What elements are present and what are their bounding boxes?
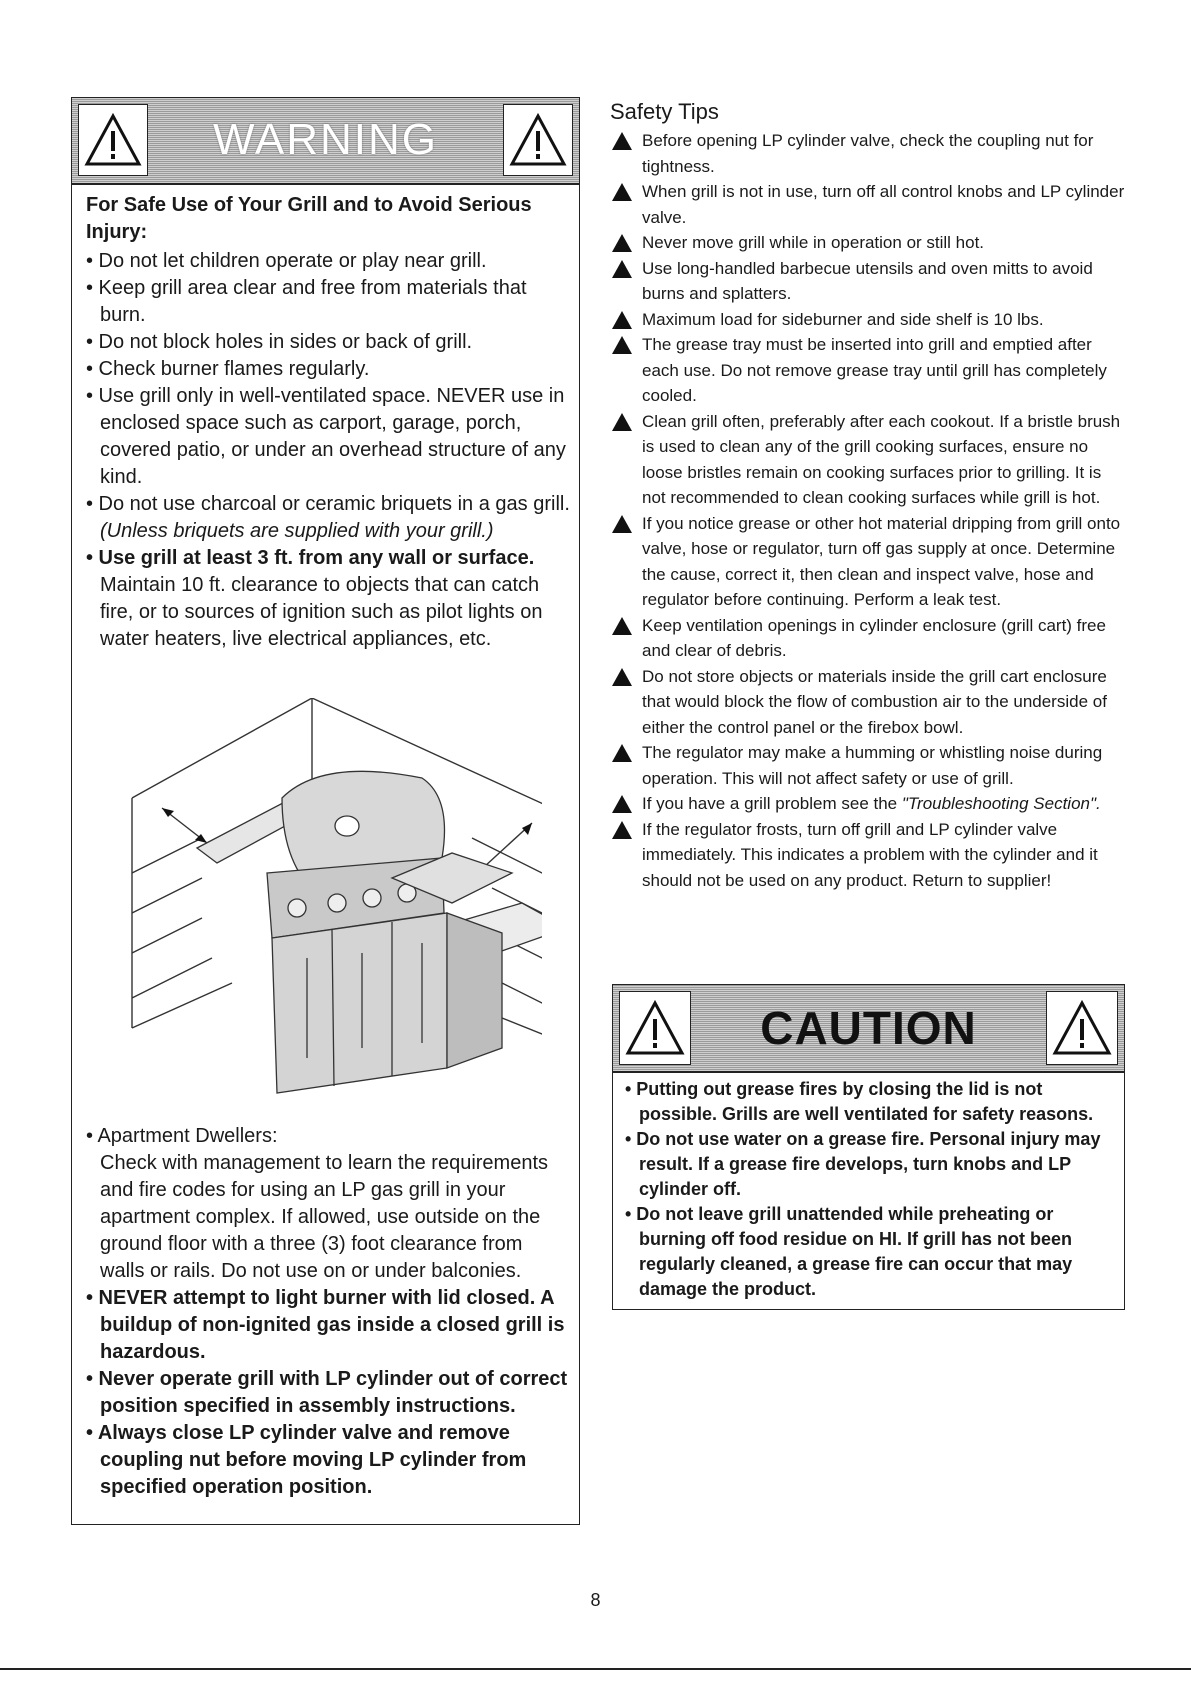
warning-item: • Use grill only in well-ventilated space. NEVER use in enclosed space such as carport, garage, porch, covered patio, or under an overhead structure of any kind.	[86, 385, 566, 488]
safety-tip	[608, 791, 1128, 817]
warning-triangle-icon	[612, 260, 632, 278]
clearance-heading: • Use grill at least 3 ft. from any wall or surface.	[86, 547, 535, 569]
warning-item: • Keep grill area clear and free from materials that burn.	[86, 277, 527, 326]
safety-tip-text: Clean grill often, preferably after each cookout. If a bristle brush is used to clean any of the grill cooking surfaces, ensure no loose bristles remain on cooking surfaces prior to grilling. It is not recommended to clean cooking surfaces while grill is hot.	[642, 411, 1121, 507]
safety-tip	[608, 664, 1128, 741]
safety-tip	[608, 740, 1128, 791]
grill-clearance-illustration	[92, 698, 542, 1118]
warning-triangle-icon	[612, 821, 632, 839]
caution-item: • Do not use water on a grease fire. Personal injury may result. If a grease fire develops, turn knobs and LP cylinder off.	[625, 1129, 1101, 1199]
apartment-heading: • Apartment Dwellers:	[86, 1125, 278, 1147]
caution-item: • Putting out grease fires by closing the lid is not possible. Grills are well ventilated for safety reasons.	[625, 1079, 1094, 1124]
caution-title: CAUTION	[760, 1002, 977, 1054]
warning-content	[86, 192, 570, 653]
warning-title: WARNING	[212, 115, 439, 164]
warning-triangle-icon	[612, 234, 632, 252]
bottom-rule	[0, 1668, 1191, 1670]
safety-tip-text: When grill is not in use, turn off all control knobs and LP cylinder valve.	[642, 182, 1125, 227]
warning-heading: For Safe Use of Your Grill and to Avoid Serious Injury:	[86, 194, 532, 243]
safety-tip	[608, 230, 1128, 256]
warning-lower-content	[86, 1123, 570, 1501]
warning-triangle-icon	[612, 515, 632, 533]
safety-tip-text: If the regulator frosts, turn off grill and LP cylinder valve immediately. This indicates a problem with the cylinder and it should not be used on any product. Return to supplier!	[642, 819, 1098, 890]
warning-bold-item: • Never operate grill with LP cylinder out of correct position specified in assembly instructions.	[86, 1368, 568, 1417]
safety-tip-text: The grease tray must be inserted into grill and emptied after each use. Do not remove grease tray until grill has completely cooled.	[642, 335, 1107, 405]
safety-tip	[608, 613, 1128, 664]
warning-triangle-icon	[612, 795, 632, 813]
safety-tip	[608, 817, 1128, 894]
warning-banner	[72, 98, 579, 185]
warning-triangle-icon	[612, 336, 632, 354]
warning-triangle-icon	[612, 668, 632, 686]
warning-bold-item: • Always close LP cylinder valve and remove coupling nut before moving LP cylinder from specified operation position.	[86, 1422, 527, 1498]
safety-tip	[608, 332, 1128, 409]
troubleshooting-reference: "Troubleshooting Section".	[901, 794, 1101, 813]
safety-tip-text: Do not store objects or materials inside the grill cart enclosure that would block the flow of combustion air to the underside of either the control panel or the firebox bowl.	[642, 666, 1107, 737]
apartment-text: Check with management to learn the requirements and fire codes for using an LP gas grill in your apartment complex. If allowed, use outside on the ground floor with a three (3) foot clearance from walls or rails. Do not use on or under balconies.	[100, 1152, 549, 1282]
safety-tip-text: Before opening LP cylinder valve, check the coupling nut for tightness.	[642, 131, 1094, 176]
warning-triangle-icon	[612, 413, 632, 431]
clearance-text: Maintain 10 ft. clearance to objects that can catch fire, or to sources of ignition such as pilot lights on water heaters, live electrical appliances, etc.	[100, 574, 543, 650]
safety-tips	[608, 98, 1128, 893]
safety-tips-title: Safety Tips	[610, 99, 719, 124]
briquet-note: (Unless briquets are supplied with your grill.)	[100, 520, 494, 542]
caution-item: • Do not leave grill unattended while preheating or burning off food residue on HI. If grill has not been regularly cleaned, a grease fire can occur that may damage the product.	[625, 1204, 1073, 1299]
caution-triangle-icon	[1046, 991, 1118, 1065]
warning-item: • Do not let children operate or play near grill.	[86, 250, 487, 272]
safety-tip	[608, 256, 1128, 307]
warning-item: • Check burner flames regularly.	[86, 358, 370, 380]
safety-tip	[608, 128, 1128, 179]
safety-tip-text: Never move grill while in operation or still hot.	[642, 233, 985, 252]
page-number: 8	[590, 1590, 601, 1610]
caution-box	[612, 984, 1125, 1310]
safety-tip-text: Use long-handled barbecue utensils and oven mitts to avoid burns and splatters.	[642, 258, 1093, 303]
warning-triangle-icon	[78, 104, 148, 176]
safety-tip-text: The regulator may make a humming or whistling noise during operation. This will not affect safety or use of grill.	[642, 743, 1103, 788]
warning-triangle-icon	[612, 744, 632, 762]
safety-tip	[608, 409, 1128, 511]
warning-item: • Do not use charcoal or ceramic briquets in a gas grill.	[86, 493, 570, 515]
warning-bold-item: • NEVER attempt to light burner with lid closed. A buildup of non-ignited gas inside a closed grill is hazardous.	[86, 1287, 565, 1363]
warning-item: • Do not block holes in sides or back of grill.	[86, 331, 473, 353]
warning-box	[71, 97, 580, 1525]
safety-tip-text: If you have a grill problem see the	[642, 794, 902, 813]
safety-tip-text: If you notice grease or other hot material dripping from grill onto valve, hose or regulator, turn off gas supply at once. Determine the cause, correct it, then clean and inspect valve, hose and regulator before continuing. Perform a leak test.	[642, 513, 1121, 609]
warning-triangle-icon	[612, 617, 632, 635]
caution-content	[625, 1077, 1115, 1302]
warning-triangle-icon	[612, 132, 632, 150]
caution-banner	[613, 985, 1124, 1073]
warning-triangle-icon	[612, 183, 632, 201]
safety-tip-text: Keep ventilation openings in cylinder enclosure (grill cart) free and clear of debris.	[642, 615, 1106, 660]
safety-tip	[608, 179, 1128, 230]
safety-tip	[608, 511, 1128, 613]
safety-tip	[608, 307, 1128, 333]
safety-tip-text: Maximum load for sideburner and side shelf is 10 lbs.	[642, 309, 1044, 329]
caution-triangle-icon	[619, 991, 691, 1065]
warning-triangle-icon	[503, 104, 573, 176]
warning-triangle-icon	[612, 311, 632, 329]
